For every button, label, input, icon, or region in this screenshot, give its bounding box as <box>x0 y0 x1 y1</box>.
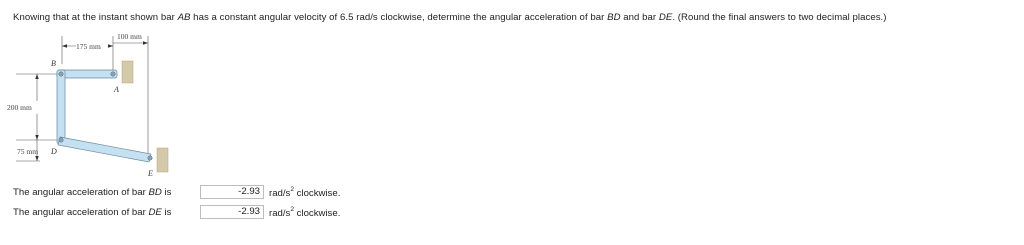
dim-label-200: 200 mm <box>7 103 32 112</box>
bar-ab <box>57 70 117 78</box>
answer-prompt-de <box>13 207 171 218</box>
prompt-text: is <box>161 207 172 218</box>
pin-e <box>148 156 152 160</box>
prompt-bar-label: DE <box>148 207 162 218</box>
question-part-2: has a constant angular velocity of 6.5 rad/s clockwise, determine the angular acceleration of bar <box>190 12 608 23</box>
bar-de <box>58 137 151 162</box>
bar-ab-label: AB <box>177 12 191 23</box>
pin-a <box>111 72 115 76</box>
unit-direction: clockwise. <box>296 208 341 220</box>
arrowhead <box>143 41 148 44</box>
bar-bd <box>57 70 65 144</box>
unit-exponent: 2 <box>290 206 294 213</box>
point-label-e: E <box>148 169 153 178</box>
answer-unit-de <box>269 207 340 219</box>
support-e <box>157 148 168 172</box>
question-text <box>13 12 887 23</box>
answer-input-de[interactable]: -2.93 <box>200 205 264 219</box>
answer-prompt-bd <box>13 187 171 198</box>
pin-b <box>59 72 63 76</box>
prompt-text: is <box>161 187 172 198</box>
arrowhead <box>35 74 38 79</box>
point-label-d: D <box>51 147 57 156</box>
question-part-4: . (Round the final answers to two decimal places.) <box>672 12 887 23</box>
point-label-b: B <box>51 59 56 68</box>
bar-bd-label: BD <box>607 12 621 23</box>
dim-label-100: 100 mm <box>117 32 142 41</box>
point-label-a: A <box>114 85 119 94</box>
prompt-text: The angular acceleration of bar <box>13 187 149 198</box>
prompt-bar-label: BD <box>148 187 162 198</box>
support-a <box>122 61 133 83</box>
answer-unit-bd <box>269 187 340 199</box>
dim-label-175: 175 mm <box>76 42 101 51</box>
answer-input-bd[interactable]: -2.93 <box>200 185 264 199</box>
unit-base: rad/s <box>269 188 291 200</box>
dim-label-75: 75 mm <box>17 147 39 156</box>
linkage-figure <box>0 28 200 184</box>
arrowhead <box>108 44 113 47</box>
arrowhead <box>62 44 67 47</box>
question-part-1: Knowing that at the instant shown bar <box>13 12 178 23</box>
unit-exponent: 2 <box>290 186 294 193</box>
prompt-text: The angular acceleration of bar <box>13 207 149 218</box>
unit-base: rad/s <box>269 208 291 220</box>
arrowhead <box>35 135 38 140</box>
question-part-3: and bar <box>620 12 659 23</box>
pin-d <box>59 138 63 142</box>
arrowhead <box>35 156 38 161</box>
unit-direction: clockwise. <box>296 188 341 200</box>
bar-de-label: DE <box>658 12 673 23</box>
